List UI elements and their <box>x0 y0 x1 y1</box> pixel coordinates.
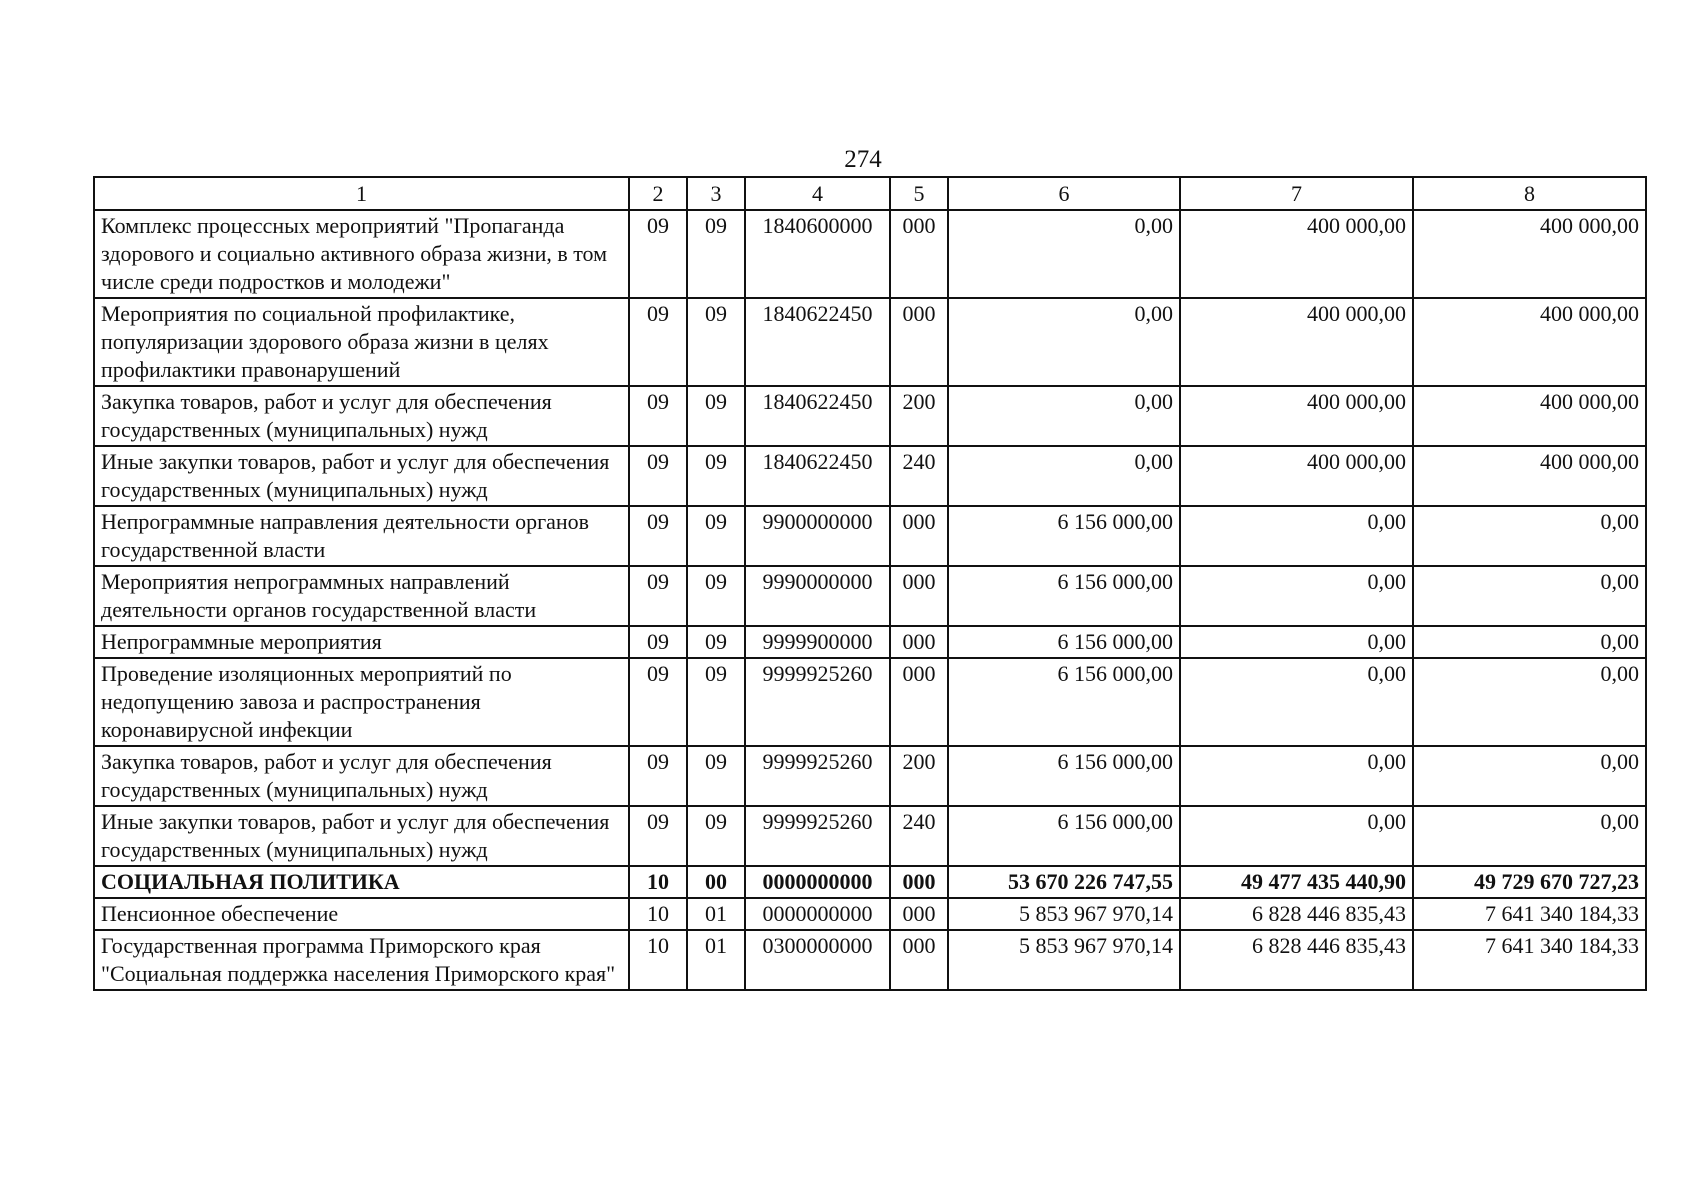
row-name-cell: Пенсионное обеспечение <box>94 898 629 930</box>
amount-col7-cell: 6 828 446 835,43 <box>1180 930 1413 990</box>
amount-col6-cell: 6 156 000,00 <box>948 566 1180 626</box>
table-row <box>94 626 1646 658</box>
column-header-3: 3 <box>687 177 745 210</box>
column-header-8: 8 <box>1413 177 1646 210</box>
section-code-cell: 09 <box>629 446 687 506</box>
amount-col8-cell: 49 729 670 727,23 <box>1413 866 1646 898</box>
subsection-code-cell: 09 <box>687 566 745 626</box>
budget-table <box>93 176 1647 991</box>
expense-type-code-cell: 000 <box>890 566 948 626</box>
row-name-cell: СОЦИАЛЬНАЯ ПОЛИТИКА <box>94 866 629 898</box>
amount-col6-cell: 0,00 <box>948 298 1180 386</box>
expense-type-code-cell: 000 <box>890 626 948 658</box>
row-name-cell: Мероприятия непрограммных направлений деятельности органов государственной власти <box>94 566 629 626</box>
amount-col7-cell: 400 000,00 <box>1180 386 1413 446</box>
target-item-code-cell: 9999925260 <box>745 806 890 866</box>
section-code-cell: 09 <box>629 626 687 658</box>
amount-col8-cell: 0,00 <box>1413 658 1646 746</box>
target-item-code-cell: 9990000000 <box>745 566 890 626</box>
column-header-7: 7 <box>1180 177 1413 210</box>
subsection-code-cell: 09 <box>687 506 745 566</box>
section-code-cell: 09 <box>629 506 687 566</box>
amount-col8-cell: 0,00 <box>1413 566 1646 626</box>
table-body <box>94 210 1646 990</box>
expense-type-code-cell: 200 <box>890 746 948 806</box>
section-code-cell: 09 <box>629 658 687 746</box>
expense-type-code-cell: 200 <box>890 386 948 446</box>
column-header-6: 6 <box>948 177 1180 210</box>
subsection-code-cell: 01 <box>687 898 745 930</box>
table-row <box>94 898 1646 930</box>
amount-col8-cell: 400 000,00 <box>1413 386 1646 446</box>
table-row <box>94 746 1646 806</box>
section-code-cell: 10 <box>629 930 687 990</box>
row-name-cell: Иные закупки товаров, работ и услуг для обеспечения государственных (муниципальных) нужд <box>94 806 629 866</box>
section-code-cell: 09 <box>629 386 687 446</box>
amount-col6-cell: 53 670 226 747,55 <box>948 866 1180 898</box>
amount-col6-cell: 6 156 000,00 <box>948 506 1180 566</box>
target-item-code-cell: 9999900000 <box>745 626 890 658</box>
row-name-cell: Закупка товаров, работ и услуг для обеспечения государственных (муниципальных) нужд <box>94 386 629 446</box>
amount-col6-cell: 6 156 000,00 <box>948 746 1180 806</box>
section-code-cell: 09 <box>629 746 687 806</box>
amount-col7-cell: 0,00 <box>1180 626 1413 658</box>
column-header-5: 5 <box>890 177 948 210</box>
subsection-code-cell: 09 <box>687 386 745 446</box>
subsection-code-cell: 09 <box>687 626 745 658</box>
row-name-cell: Закупка товаров, работ и услуг для обеспечения государственных (муниципальных) нужд <box>94 746 629 806</box>
subsection-code-cell: 09 <box>687 210 745 298</box>
amount-col7-cell: 0,00 <box>1180 566 1413 626</box>
expense-type-code-cell: 000 <box>890 866 948 898</box>
amount-col7-cell: 0,00 <box>1180 506 1413 566</box>
amount-col8-cell: 0,00 <box>1413 746 1646 806</box>
target-item-code-cell: 9999925260 <box>745 658 890 746</box>
amount-col6-cell: 5 853 967 970,14 <box>948 898 1180 930</box>
section-code-cell: 10 <box>629 866 687 898</box>
amount-col7-cell: 400 000,00 <box>1180 210 1413 298</box>
target-item-code-cell: 0000000000 <box>745 898 890 930</box>
table-row <box>94 506 1646 566</box>
subsection-code-cell: 09 <box>687 658 745 746</box>
target-item-code-cell: 9900000000 <box>745 506 890 566</box>
amount-col7-cell: 0,00 <box>1180 746 1413 806</box>
table-row <box>94 386 1646 446</box>
amount-col7-cell: 0,00 <box>1180 658 1413 746</box>
amount-col6-cell: 0,00 <box>948 210 1180 298</box>
column-header-4: 4 <box>745 177 890 210</box>
row-name-cell: Государственная программа Приморского края "Социальная поддержка населения Приморского края" <box>94 930 629 990</box>
subsection-code-cell: 09 <box>687 298 745 386</box>
expense-type-code-cell: 240 <box>890 806 948 866</box>
target-item-code-cell: 0000000000 <box>745 866 890 898</box>
section-code-cell: 09 <box>629 210 687 298</box>
expense-type-code-cell: 000 <box>890 930 948 990</box>
target-item-code-cell: 1840622450 <box>745 386 890 446</box>
section-code-cell: 09 <box>629 566 687 626</box>
table-row <box>94 866 1646 898</box>
column-number-header-row <box>94 177 1646 210</box>
row-name-cell: Иные закупки товаров, работ и услуг для обеспечения государственных (муниципальных) нужд <box>94 446 629 506</box>
target-item-code-cell: 9999925260 <box>745 746 890 806</box>
column-header-2: 2 <box>629 177 687 210</box>
table-row <box>94 210 1646 298</box>
amount-col7-cell: 400 000,00 <box>1180 298 1413 386</box>
expense-type-code-cell: 240 <box>890 446 948 506</box>
amount-col8-cell: 7 641 340 184,33 <box>1413 930 1646 990</box>
target-item-code-cell: 1840622450 <box>745 298 890 386</box>
table-row <box>94 806 1646 866</box>
amount-col8-cell: 0,00 <box>1413 506 1646 566</box>
page-number: 274 <box>844 146 882 173</box>
subsection-code-cell: 00 <box>687 866 745 898</box>
amount-col6-cell: 6 156 000,00 <box>948 806 1180 866</box>
target-item-code-cell: 1840600000 <box>745 210 890 298</box>
row-name-cell: Непрограммные мероприятия <box>94 626 629 658</box>
subsection-code-cell: 09 <box>687 446 745 506</box>
amount-col8-cell: 0,00 <box>1413 806 1646 866</box>
target-item-code-cell: 1840622450 <box>745 446 890 506</box>
expense-type-code-cell: 000 <box>890 298 948 386</box>
row-name-cell: Проведение изоляционных мероприятий по недопущению завоза и распространения коронавирусной инфекции <box>94 658 629 746</box>
amount-col6-cell: 5 853 967 970,14 <box>948 930 1180 990</box>
amount-col6-cell: 6 156 000,00 <box>948 658 1180 746</box>
amount-col8-cell: 400 000,00 <box>1413 446 1646 506</box>
amount-col6-cell: 0,00 <box>948 446 1180 506</box>
amount-col8-cell: 0,00 <box>1413 626 1646 658</box>
table-row <box>94 446 1646 506</box>
expense-type-code-cell: 000 <box>890 506 948 566</box>
table-row <box>94 930 1646 990</box>
column-header-1: 1 <box>94 177 629 210</box>
expense-type-code-cell: 000 <box>890 658 948 746</box>
amount-col8-cell: 7 641 340 184,33 <box>1413 898 1646 930</box>
row-name-cell: Непрограммные направления деятельности органов государственной власти <box>94 506 629 566</box>
subsection-code-cell: 01 <box>687 930 745 990</box>
subsection-code-cell: 09 <box>687 806 745 866</box>
section-code-cell: 09 <box>629 298 687 386</box>
expense-type-code-cell: 000 <box>890 210 948 298</box>
table-row <box>94 566 1646 626</box>
expense-type-code-cell: 000 <box>890 898 948 930</box>
amount-col8-cell: 400 000,00 <box>1413 298 1646 386</box>
amount-col8-cell: 400 000,00 <box>1413 210 1646 298</box>
amount-col6-cell: 6 156 000,00 <box>948 626 1180 658</box>
amount-col6-cell: 0,00 <box>948 386 1180 446</box>
amount-col7-cell: 49 477 435 440,90 <box>1180 866 1413 898</box>
section-code-cell: 10 <box>629 898 687 930</box>
amount-col7-cell: 0,00 <box>1180 806 1413 866</box>
table-row <box>94 658 1646 746</box>
subsection-code-cell: 09 <box>687 746 745 806</box>
amount-col7-cell: 6 828 446 835,43 <box>1180 898 1413 930</box>
amount-col7-cell: 400 000,00 <box>1180 446 1413 506</box>
table-row <box>94 298 1646 386</box>
target-item-code-cell: 0300000000 <box>745 930 890 990</box>
row-name-cell: Комплекс процессных мероприятий "Пропаганда здорового и социально активного образа жизни, в том числе среди подростков и молодежи" <box>94 210 629 298</box>
section-code-cell: 09 <box>629 806 687 866</box>
row-name-cell: Мероприятия по социальной профилактике, популяризации здорового образа жизни в целях профилактики правонарушений <box>94 298 629 386</box>
